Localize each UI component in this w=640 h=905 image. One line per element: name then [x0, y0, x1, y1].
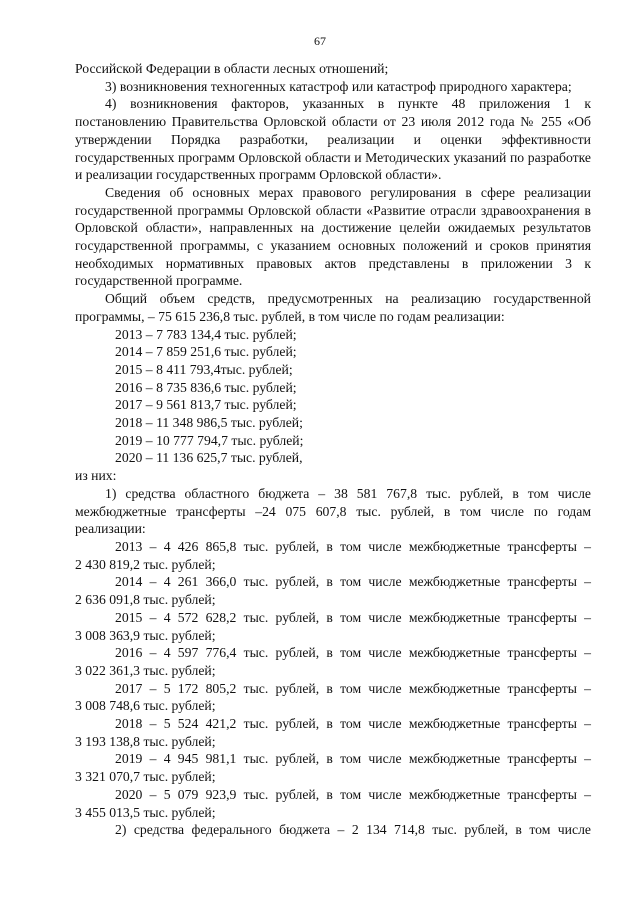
paragraph-federal-budget: 2) средства федерального бюджета – 2 134 714,8 тыс. рублей, в том числе [115, 822, 591, 838]
paragraph-legal-regulation: Сведения об основных мерах правового регулирования в сфере реализации государственной программы Орловской области «Развитие отрасли здравоохранения в Орловской области», направленных на достижение целейи ожидаемых результатов государственной программы, с указанием основных положений и сроков принятия необходимых нормативных правовых актов представлены в приложении 3 к государственной программе. [75, 184, 591, 289]
regional-year-transfers: 3 321 070,7 тыс. рублей; [75, 769, 216, 785]
paragraph-catastrophes: 3) возникновения техногенных катастроф или катастроф природного характера; [105, 78, 572, 94]
total-year-item: 2019 – 10 777 794,7 тыс. рублей; [115, 432, 304, 448]
regional-year-transfers: 3 022 361,3 тыс. рублей; [75, 662, 216, 678]
page-number: 67 [314, 34, 326, 48]
document-body [75, 60, 591, 839]
regional-year-transfers: 2 636 091,8 тыс. рублей; [75, 592, 216, 608]
total-year-item: 2014 – 7 859 251,6 тыс. рублей; [115, 344, 297, 360]
regional-year-transfers: 3 008 748,6 тыс. рублей; [75, 698, 216, 714]
total-by-year-list [75, 326, 591, 468]
total-year-item: 2017 – 9 561 813,7 тыс. рублей; [115, 397, 297, 413]
regional-year-line: 2017 – 5 172 805,2 тыс. рублей, в том числе межбюджетные трансферты – [115, 680, 591, 696]
total-year-item: 2013 – 7 783 134,4 тыс. рублей; [115, 326, 297, 342]
total-year-item: 2015 – 8 411 793,4тыс. рублей; [115, 361, 293, 377]
regional-year-line: 2013 – 4 426 865,8 тыс. рублей, в том числе межбюджетные трансферты – [115, 538, 591, 554]
regional-year-transfers: 3 008 363,9 тыс. рублей; [75, 627, 216, 643]
regional-year-line: 2019 – 4 945 981,1 тыс. рублей, в том числе межбюджетные трансферты – [115, 751, 591, 767]
regional-year-transfers: 2 430 819,2 тыс. рублей; [75, 556, 216, 572]
paragraph-total-funding: Общий объем средств, предусмотренных на реализацию государственной программы, – 75 615 236,8 тыс. рублей, в том числе по годам реализации: [75, 291, 591, 324]
regional-year-transfers: 3 455 013,5 тыс. рублей; [75, 804, 216, 820]
regional-year-line: 2016 – 4 597 776,4 тыс. рублей, в том числе межбюджетные трансферты – [115, 645, 591, 661]
paragraph-factors: 4) возникновения факторов, указанных в пункте 48 приложения 1 к постановлению Правительства Орловской области от 23 июля 2012 года № 255 «Об утверждении Порядка разработки, реализации и оценки эффективности государственных программ Орловской области и Методических указаний по разработке и реализации государственных программ Орловской области». [75, 96, 591, 183]
regional-year-line: 2018 – 5 524 421,2 тыс. рублей, в том числе межбюджетные трансферты – [115, 716, 591, 732]
regional-year-line: 2014 – 4 261 366,0 тыс. рублей, в том числе межбюджетные трансферты – [115, 574, 591, 590]
total-year-item: 2016 – 8 735 836,6 тыс. рублей; [115, 379, 297, 395]
paragraph-regional-budget: 1) средства областного бюджета – 38 581 767,8 тыс. рублей, в том числе межбюджетные трансферты –24 075 607,8 тыс. рублей, в том числе по годам реализации: [75, 485, 591, 537]
total-year-item: 2020 – 11 136 625,7 тыс. рублей, [115, 450, 303, 466]
regional-by-year-list [75, 538, 591, 821]
regional-year-transfers: 3 193 138,8 тыс. рублей; [75, 733, 216, 749]
total-year-item: 2018 – 11 348 986,5 тыс. рублей; [115, 415, 303, 431]
regional-year-line: 2020 – 5 079 923,9 тыс. рублей, в том числе межбюджетные трансферты – [115, 786, 591, 802]
regional-year-line: 2015 – 4 572 628,2 тыс. рублей, в том числе межбюджетные трансферты – [115, 609, 591, 625]
paragraph-forest-relations: Российской Федерации в области лесных отношений; [75, 61, 389, 76]
of-them-label: из них: [75, 468, 117, 484]
